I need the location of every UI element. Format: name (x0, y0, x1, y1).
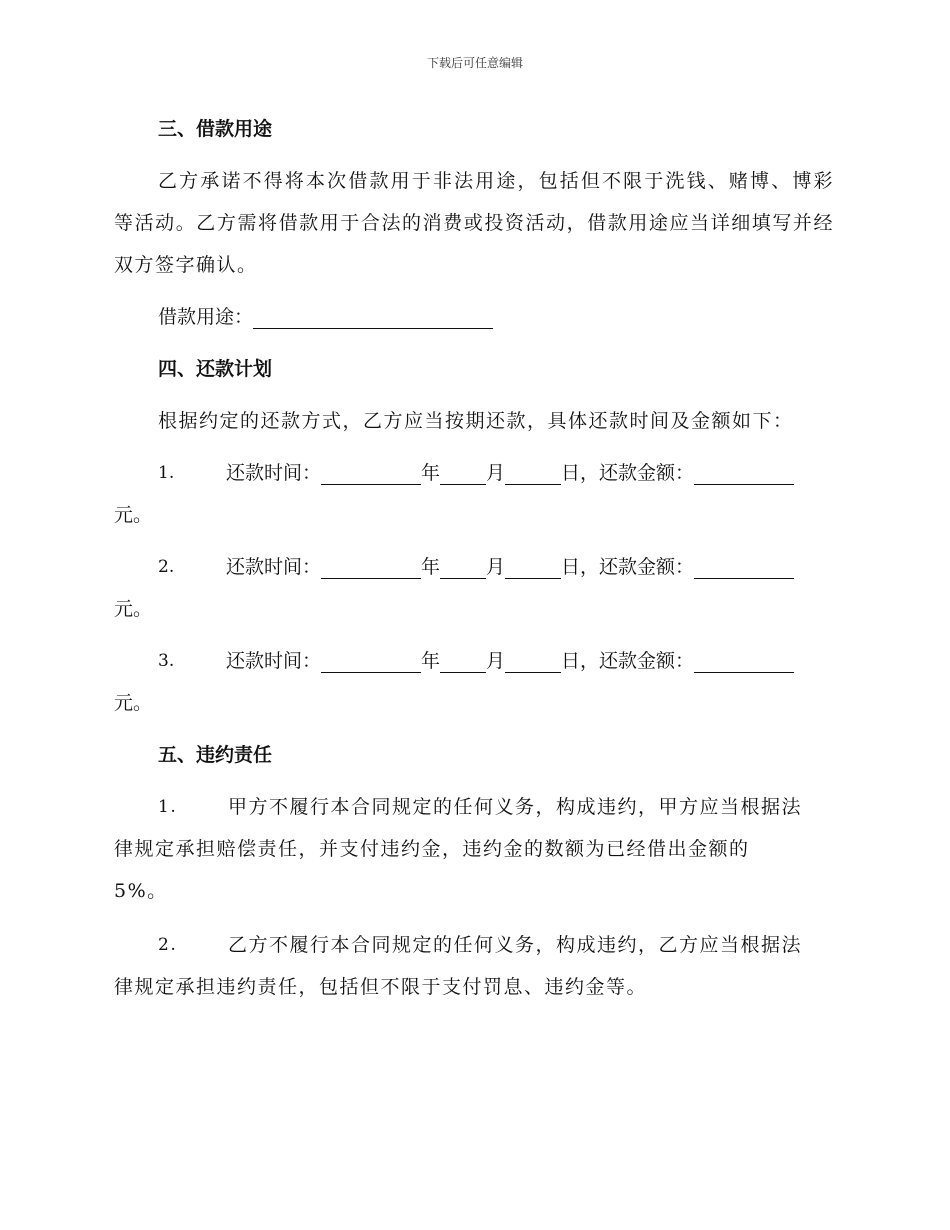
section-3-paragraph: 乙方承诺不得将本次借款用于非法用途，包括但不限于洗钱、赌博、博彩等活动。乙方需将借款用于合法的消费或投资活动，借款用途应当详细填写并经双方签字确认。 (114, 170, 834, 276)
month-label: 月 (486, 462, 506, 484)
amount-blank[interactable] (694, 554, 794, 579)
year-blank[interactable] (321, 554, 421, 579)
row-number: 3. (158, 651, 175, 671)
section-3-title: 三、借款用途 (158, 118, 273, 140)
day-amount-label: 日，还款金额： (561, 556, 695, 578)
clause-line-1: 甲方不履行本合同规定的任何义务，构成违约，甲方应当根据法 (228, 796, 803, 818)
year-label: 年 (421, 650, 441, 672)
day-amount-label: 日，还款金额： (561, 462, 695, 484)
section-4-intro: 根据约定的还款方式，乙方应当按期还款，具体还款时间及金额如下： (158, 410, 794, 432)
clause-line-3: 5%。 (114, 880, 168, 902)
month-blank[interactable] (440, 554, 486, 579)
purpose-blank[interactable] (253, 304, 493, 329)
page-header: 下载后可任意编辑 (426, 56, 523, 70)
document-body (114, 108, 834, 1020)
clause-line-2: 律规定承担违约责任，包括但不限于支付罚息、违约金等。 (114, 976, 648, 998)
section-5-title: 五、违约责任 (158, 744, 273, 766)
repayment-row-3 (114, 640, 834, 724)
month-blank[interactable] (440, 648, 486, 673)
year-blank[interactable] (321, 648, 421, 673)
row-number: 1. (158, 463, 175, 483)
repayment-row-1 (114, 452, 834, 536)
day-amount-label: 日，还款金额： (561, 650, 695, 672)
unit-label: 元。 (114, 692, 153, 714)
year-blank[interactable] (321, 460, 421, 485)
purpose-label: 借款用途： (158, 306, 254, 328)
day-blank[interactable] (505, 460, 561, 485)
clause-line-1: 乙方不履行本合同规定的任何义务，构成违约，乙方应当根据法 (228, 934, 803, 956)
day-blank[interactable] (505, 554, 561, 579)
year-label: 年 (421, 462, 441, 484)
unit-label: 元。 (114, 504, 153, 526)
time-label: 还款时间： (226, 556, 322, 578)
day-blank[interactable] (505, 648, 561, 673)
repayment-row-2 (114, 546, 834, 630)
year-label: 年 (421, 556, 441, 578)
amount-blank[interactable] (694, 648, 794, 673)
liability-clause-2 (114, 924, 834, 1008)
clause-number: 1. (158, 797, 178, 817)
time-label: 还款时间： (226, 462, 322, 484)
clause-line-2: 律规定承担赔偿责任，并支付违约金，违约金的数额为已经借出金额的 (114, 838, 750, 860)
purpose-field (158, 296, 834, 338)
month-blank[interactable] (440, 460, 486, 485)
clause-number: 2. (158, 935, 178, 955)
month-label: 月 (486, 556, 506, 578)
liability-clause-1 (114, 786, 834, 912)
unit-label: 元。 (114, 598, 153, 620)
month-label: 月 (486, 650, 506, 672)
section-4-title: 四、还款计划 (158, 358, 273, 380)
row-number: 2. (158, 557, 175, 577)
time-label: 还款时间： (226, 650, 322, 672)
amount-blank[interactable] (694, 460, 794, 485)
